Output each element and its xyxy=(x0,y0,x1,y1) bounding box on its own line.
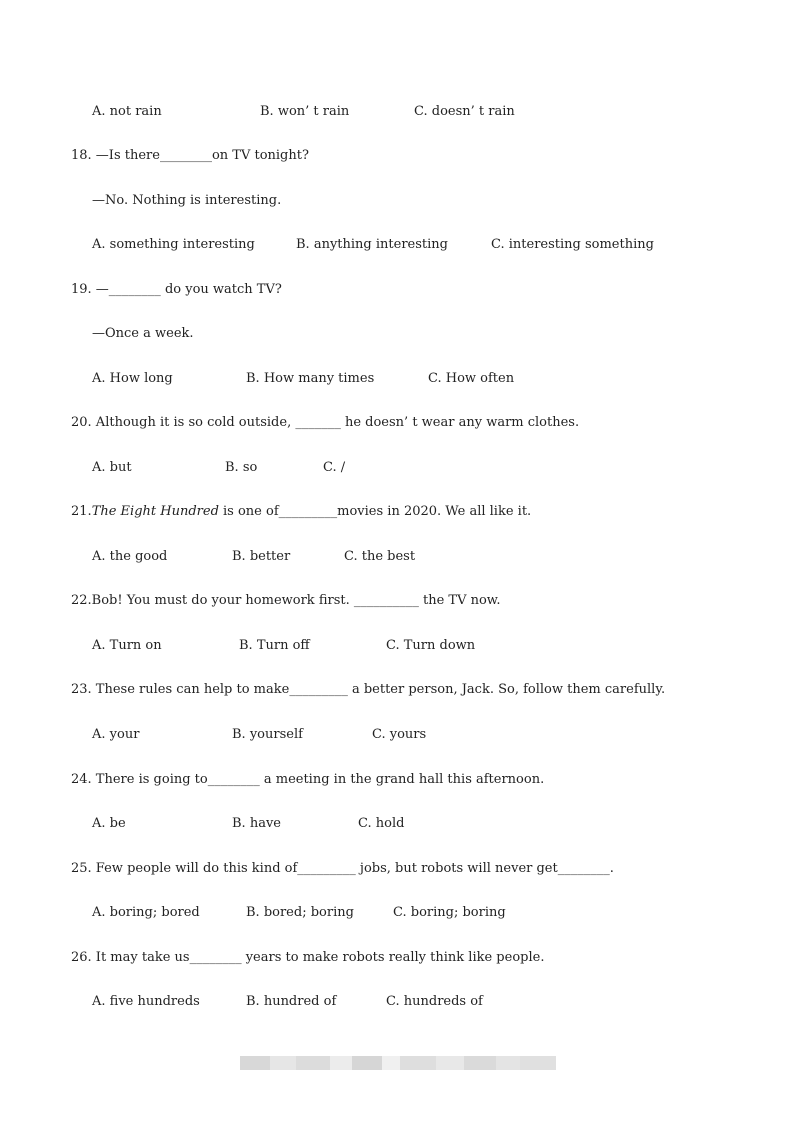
option-c: C. Turn down xyxy=(386,638,476,653)
option-c: C. boring; boring xyxy=(393,905,506,920)
option-a: A. your xyxy=(92,727,140,742)
option-b: B. won’ t rain xyxy=(260,104,350,119)
option-a: A. the good xyxy=(92,549,168,564)
question-number: 21. xyxy=(71,504,92,519)
dialogue-reply: —Once a week. xyxy=(92,326,194,341)
option-c: C. / xyxy=(323,460,346,475)
blurred-footer-watermark xyxy=(240,1056,556,1070)
option-b: B. so xyxy=(225,460,258,475)
option-b: B. Turn off xyxy=(239,638,310,653)
question-20: 20. Although it is so cold outside, _______ he doesn’ t wear any warm clothes. xyxy=(71,415,580,430)
option-c: C. hold xyxy=(358,816,405,831)
option-a: A. boring; bored xyxy=(92,905,200,920)
question-25: 25. Few people will do this kind of_________ jobs, but robots will never get________. xyxy=(71,861,614,876)
question-21 xyxy=(71,504,531,520)
option-c: C. hundreds of xyxy=(386,994,483,1009)
option-c: C. yours xyxy=(372,727,427,742)
option-b: B. yourself xyxy=(232,727,303,742)
option-a: A. Turn on xyxy=(92,638,162,653)
option-a: A. five hundreds xyxy=(92,994,200,1009)
option-a: A. not rain xyxy=(92,104,162,119)
question-19: 19. —________ do you watch TV? xyxy=(71,282,282,297)
question-24: 24. There is going to________ a meeting in the grand hall this afternoon. xyxy=(71,772,545,787)
question-18: 18. —Is there________on TV tonight? xyxy=(71,148,309,163)
option-b: B. bored; boring xyxy=(246,905,354,920)
option-c: C. doesn’ t rain xyxy=(414,104,515,119)
option-b: B. better xyxy=(232,549,291,564)
question-22: 22.Bob! You must do your homework first. __________ the TV now. xyxy=(71,593,501,608)
option-b: B. have xyxy=(232,816,281,831)
question-text: is one of_________movies in 2020. We all like it. xyxy=(218,504,532,519)
option-a: A. be xyxy=(92,816,126,831)
dialogue-reply: —No. Nothing is interesting. xyxy=(92,193,282,208)
option-a: A. something interesting xyxy=(92,237,255,252)
option-b: B. How many times xyxy=(246,371,375,386)
option-a: A. How long xyxy=(92,371,173,386)
option-c: C. interesting something xyxy=(491,237,654,252)
question-26: 26. It may take us________ years to make robots really think like people. xyxy=(71,950,545,965)
question-23: 23. These rules can help to make_________ a better person, Jack. So, follow them carefully. xyxy=(71,682,666,697)
option-a: A. but xyxy=(92,460,132,475)
movie-title: The Eight Hundred xyxy=(91,504,219,519)
option-c: C. the best xyxy=(344,549,416,564)
option-c: C. How often xyxy=(428,371,515,386)
option-b: B. hundred of xyxy=(246,994,337,1009)
option-b: B. anything interesting xyxy=(296,237,448,252)
